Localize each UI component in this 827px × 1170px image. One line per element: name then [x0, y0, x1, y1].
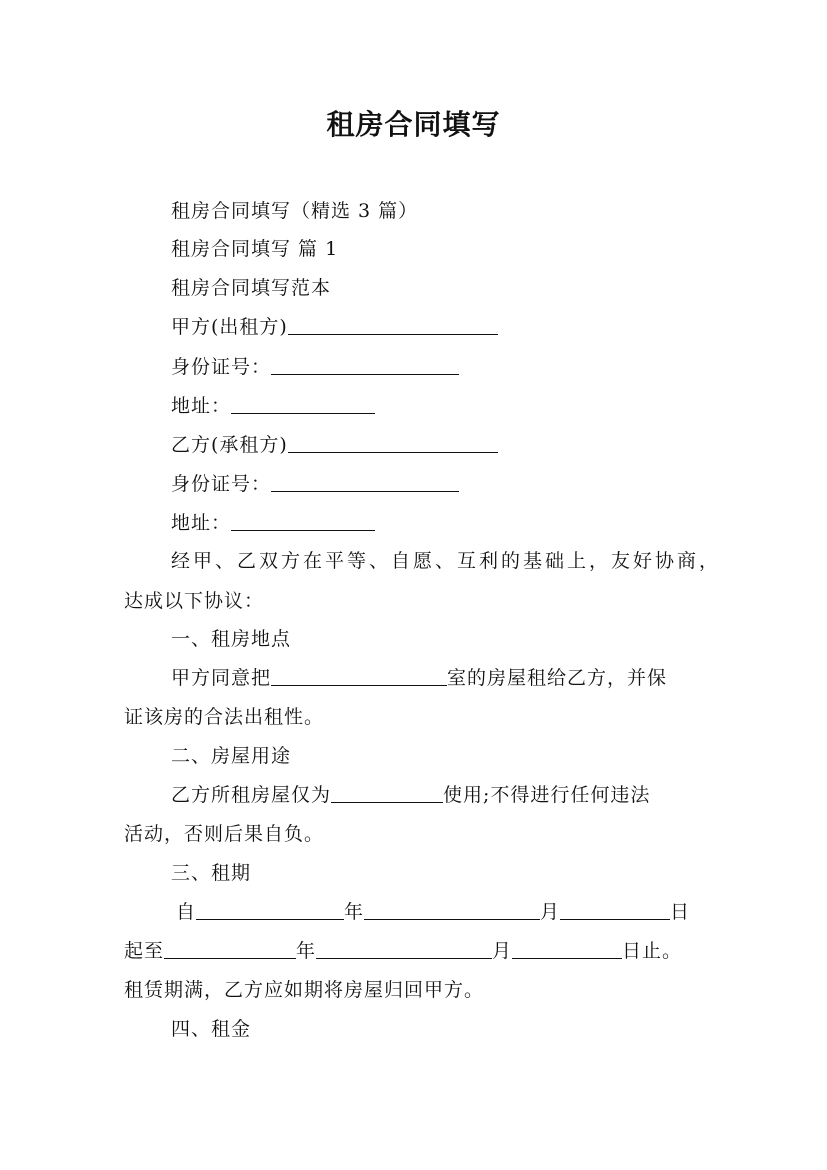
term-day: 日 — [670, 901, 691, 923]
end-year-blank — [164, 939, 296, 959]
term-from: 自 — [176, 901, 197, 923]
party-b-id-label: 身份证号： — [171, 473, 272, 495]
section-1-text-a: 甲方同意把 — [171, 667, 272, 689]
party-a-address-label: 地址： — [171, 395, 232, 417]
term-to: 起至 — [124, 940, 165, 962]
term-year: 年 — [344, 901, 365, 923]
section-4-title: 四、租金 — [171, 1018, 252, 1040]
section-3-title: 三、租期 — [171, 862, 252, 884]
section-1-title: 一、租房地点 — [171, 628, 292, 650]
party-a-blank — [288, 315, 498, 335]
end-month-blank — [316, 939, 492, 959]
party-b-address-blank — [231, 511, 375, 531]
party-b-blank — [288, 433, 498, 453]
document-title: 租房合同填写 — [326, 108, 501, 141]
end-day-blank — [512, 939, 622, 959]
section-2-title: 二、房屋用途 — [171, 745, 292, 767]
term-line-1 — [176, 900, 690, 924]
party-b-label: 乙方(承租方) — [171, 434, 288, 456]
section-1-line-1 — [171, 666, 667, 690]
term-line-2 — [124, 939, 682, 963]
party-a-id-label: 身份证号： — [171, 356, 272, 378]
party-a-line — [171, 315, 498, 339]
term-year-2: 年 — [296, 940, 317, 962]
intro-line: 租房合同填写（精选 3 篇） — [171, 200, 419, 222]
party-a-id-line — [171, 355, 459, 379]
purpose-blank — [331, 783, 443, 803]
party-a-id-blank — [271, 355, 459, 375]
sample-heading: 租房合同填写范本 — [171, 277, 332, 299]
section-1-line-2: 证该房的合法出租性。 — [124, 706, 325, 728]
party-a-label: 甲方(出租方) — [171, 316, 288, 338]
party-b-address-line — [171, 511, 375, 535]
term-line-3: 租赁期满，乙方应如期将房屋归回甲方。 — [124, 979, 485, 1001]
term-month-2: 月 — [492, 940, 513, 962]
section-2-line-2: 活动，否则后果自负。 — [124, 823, 325, 845]
party-b-address-label: 地址： — [171, 512, 232, 534]
section-2-text-a: 乙方所租房屋仅为 — [171, 784, 332, 806]
section-2-line-1 — [171, 783, 650, 807]
party-a-address-line — [171, 394, 375, 418]
party-b-id-line — [171, 472, 459, 496]
start-year-blank — [196, 900, 344, 920]
party-b-line — [171, 433, 498, 457]
room-blank — [271, 666, 447, 686]
section-2-text-b: 使用;不得进行任何违法 — [443, 784, 651, 806]
party-a-address-blank — [231, 394, 375, 414]
section-1-text-b: 室的房屋租给乙方，并保 — [447, 667, 668, 689]
start-month-blank — [364, 900, 540, 920]
preamble-line-1: 经甲、乙双方在平等、自愿、互利的基础上，友好协商， — [171, 550, 722, 572]
term-end: 日止。 — [622, 940, 683, 962]
term-month: 月 — [540, 901, 561, 923]
chapter-heading: 租房合同填写 篇 1 — [171, 238, 339, 260]
preamble-line-2: 达成以下协议： — [124, 590, 265, 612]
start-day-blank — [560, 900, 670, 920]
party-b-id-blank — [271, 472, 459, 492]
